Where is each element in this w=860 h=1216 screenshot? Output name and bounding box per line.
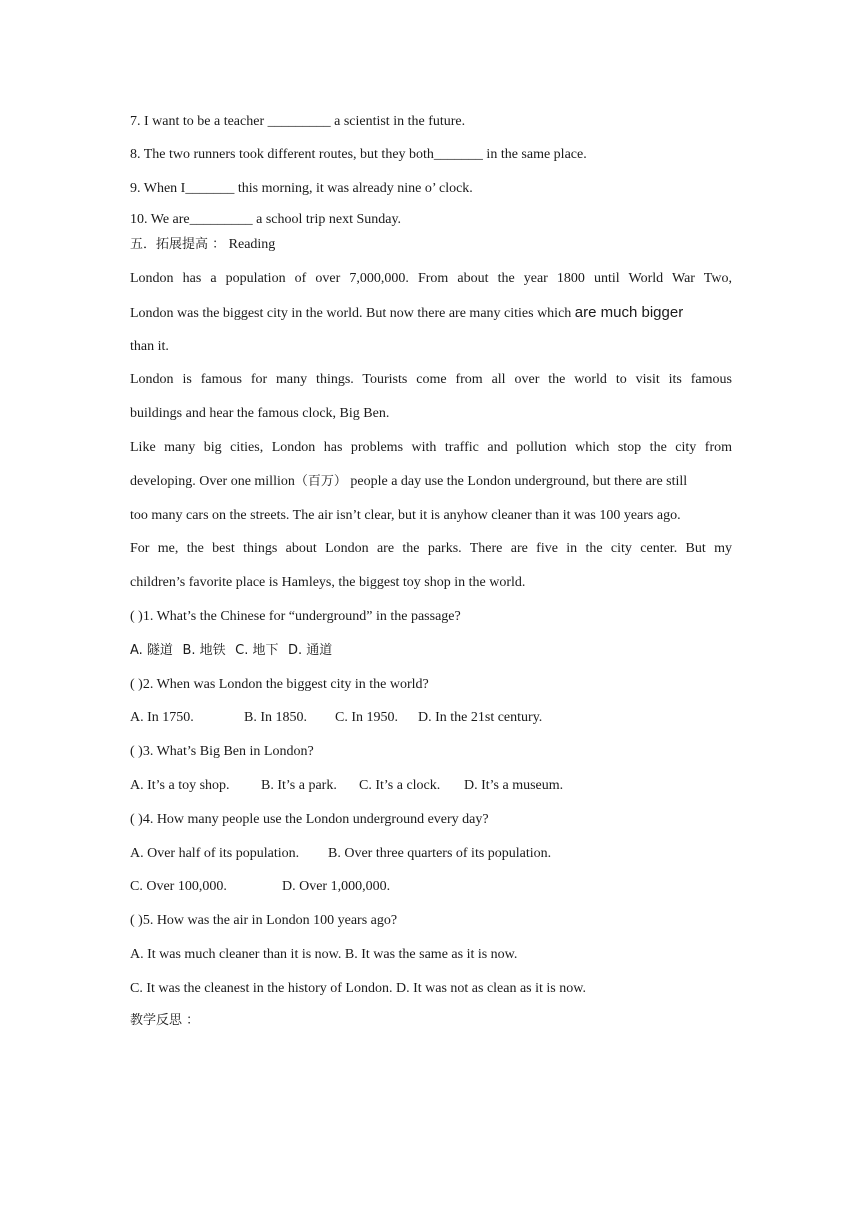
- option-d: D. 通道: [287, 643, 333, 658]
- passage-line: [130, 472, 732, 492]
- passage-line: children’s favorite place is Hamleys, the biggest toy shop in the world.: [130, 575, 526, 590]
- passage-gloss-cn: （百万）: [294, 474, 347, 489]
- passage-line: too many cars on the streets. The air isn’t clear, but it is anyhow cleaner than it was 100 years ago.: [130, 508, 681, 523]
- option-b: B. In 1850.: [244, 710, 307, 725]
- question-options: [130, 945, 732, 965]
- question-stem: ( )4. How many people use the London underground every day?: [130, 812, 489, 827]
- passage-line: London has a population of over 7,000,000. From about the year 1800 until World War Two,: [130, 271, 732, 286]
- option-a: A. It was much cleaner than it is now.: [130, 947, 342, 962]
- fill-blank-8: 8. The two runners took different routes, but they both_______ in the same place.: [130, 147, 587, 162]
- fill-blank-10: 10. We are_________ a school trip next Sunday.: [130, 212, 402, 227]
- option-b: B. It’s a park.: [261, 778, 337, 793]
- reflection-label: 教学反思 ：: [130, 1013, 200, 1028]
- passage-emphasis: are much bigger: [574, 304, 684, 321]
- option-d: D. It’s a museum.: [464, 778, 564, 793]
- option-a: A. In 1750.: [130, 710, 194, 725]
- option-d: D. In the 21st century.: [418, 710, 543, 725]
- option-a: A. It’s a toy shop.: [130, 778, 230, 793]
- question-options: [130, 641, 732, 661]
- passage-line: For me, the best things about London are the parks. There are five in the city center. But my: [130, 541, 732, 556]
- option-c: C. Over 100,000.: [130, 879, 227, 894]
- fill-blank-9: 9. When I_______ this morning, it was already nine o’ clock.: [130, 181, 473, 196]
- section-heading-cn: 五．拓展提高 ：: [130, 237, 226, 252]
- passage-text: people a day use the London underground, but there are still: [346, 474, 688, 489]
- section-heading: [130, 235, 732, 255]
- option-b: B. 地铁: [182, 643, 226, 658]
- passage-line: than it.: [130, 339, 169, 354]
- option-b: B. Over three quarters of its population.: [328, 846, 552, 861]
- passage-line: London is famous for many things. Tourists come from all over the world to visit its famous: [130, 372, 732, 387]
- option-c: C. It’s a clock.: [359, 778, 441, 793]
- option-d: D. It was not as clean as it is now.: [395, 981, 586, 996]
- option-c: C. It was the cleanest in the history of London.: [130, 981, 393, 996]
- passage-text: developing. Over one million: [130, 474, 295, 489]
- question-stem: ( )2. When was London the biggest city in the world?: [130, 677, 429, 692]
- option-c: C. 地下: [235, 643, 279, 658]
- option-b: B. It was the same as it is now.: [344, 947, 518, 962]
- option-a: A. 隧道: [130, 643, 173, 658]
- passage-line: [130, 303, 732, 324]
- passage-text: London was the biggest city in the world. But now there are many cities which: [130, 306, 575, 321]
- passage-line: Like many big cities, London has problems with traffic and pollution which stop the city from: [130, 440, 732, 455]
- question-stem: ( )3. What’s Big Ben in London?: [130, 744, 314, 759]
- option-a: A. Over half of its population.: [130, 846, 300, 861]
- question-stem: ( )5. How was the air in London 100 years ago?: [130, 913, 398, 928]
- fill-blank-7: 7. I want to be a teacher _________ a scientist in the future.: [130, 114, 466, 129]
- question-options: [130, 979, 732, 999]
- section-heading-en: Reading: [228, 237, 276, 252]
- question-stem: ( )1. What’s the Chinese for “underground” in the passage?: [130, 609, 461, 624]
- reflection-heading: [130, 1011, 732, 1031]
- option-c: C. In 1950.: [335, 710, 398, 725]
- passage-line: buildings and hear the famous clock, Big Ben.: [130, 406, 390, 421]
- option-d: D. Over 1,000,000.: [282, 879, 391, 894]
